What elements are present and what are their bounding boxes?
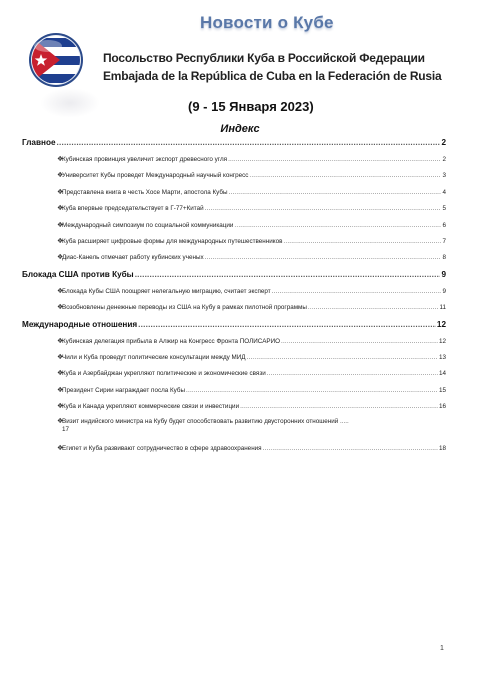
dot-leader [57,138,441,147]
toc-section-page: 9 [441,269,446,279]
dot-leader [205,205,442,212]
dot-leader [272,288,442,295]
dot-leader: ..... [338,418,349,426]
toc-section[interactable] [22,320,446,333]
toc-item-label: Президент Сирии награждает посла Кубы [62,386,186,394]
four-diamond-bullet-icon: ❖ [57,386,64,394]
toc-section-page: 12 [436,319,446,329]
four-diamond-bullet-icon: ❖ [57,172,64,180]
four-diamond-bullet-icon: ❖ [57,254,64,262]
toc-item-page: 3 [442,172,446,180]
dot-leader [138,320,436,329]
toc-item[interactable] [22,249,446,265]
dot-leader [249,172,441,179]
dot-leader [247,354,438,361]
four-diamond-bullet-icon: ❖ [57,418,64,426]
toc-item-page: 7 [442,237,446,245]
toc-item-page: 15 [438,386,446,394]
toc-item-label: Представлена книга в честь Хосе Марти, апостола Кубы [62,188,228,196]
toc-item-page: 14 [438,370,446,378]
four-diamond-bullet-icon: ❖ [57,304,64,312]
toc-item-label: Диас-Канель отмечает работу кубинских ученых [62,254,204,262]
toc-item-page: 17 [62,426,70,434]
toc-item-label: Куба и Канада укрепляют коммерческие связи и инвестиции [62,403,240,411]
four-diamond-bullet-icon: ❖ [57,370,64,378]
toc-section-title: Главное [22,138,56,147]
four-diamond-bullet-icon: ❖ [57,353,64,361]
toc-section-title: Блокада США против Кубы [22,269,134,279]
toc-item-label: Египет и Куба развивают сотрудничество в сфере здравоохранения [62,445,262,453]
toc-section[interactable] [22,138,446,151]
toc-item-label: Куба расширяет цифровые формы для международных путешественников [62,237,283,245]
toc-item-page: 12 [438,337,446,345]
toc-item[interactable] [22,184,446,200]
toc-item-label: Чили и Куба проведут политические консультации между МИД [62,353,246,361]
four-diamond-bullet-icon: ❖ [57,237,64,245]
dot-leader [263,445,438,452]
page-number: 1 [440,645,444,652]
toc-item[interactable] [22,217,446,233]
dot-leader [283,238,441,245]
toc-item-label: Куба впервые председательствует в Г-77+Китай [62,205,204,213]
toc-item-page: 13 [438,353,446,361]
toc-item-label: Возобновлены денежные переводы из США на Кубу в рамках пилотной программы [62,304,307,312]
dot-leader [228,156,441,163]
dot-leader [135,270,441,279]
logo-reflection [40,88,100,118]
four-diamond-bullet-icon: ❖ [57,188,64,196]
dot-leader [281,338,438,345]
index-title: Индекс [220,123,260,135]
toc-item-label: Кубинская делегация прибыла в Алжир на Конгресс Фронта ПОЛИСАРИО [62,337,281,345]
toc-item-page: 2 [442,156,446,163]
toc-item-page: 16 [438,403,446,411]
toc-item[interactable] [22,299,446,315]
toc-item[interactable] [22,233,446,249]
table-of-contents [22,138,446,457]
dot-leader [308,304,439,311]
toc-item-label: Кубинская провинция увеличит экспорт древесного угля [62,156,228,163]
toc-item[interactable] [22,283,446,299]
dot-leader [186,387,438,394]
toc-item-label: Куба и Азербайджан укрепляют политические и экономические связи [62,370,266,378]
toc-section-page: 2 [441,138,446,147]
toc-item-label: Блокада Кубы США поощряет нелегальную миграцию, считает эксперт [62,287,271,295]
toc-item[interactable] [22,365,446,381]
toc-item[interactable] [22,398,446,414]
dot-leader [267,370,438,377]
header [0,0,480,96]
toc-item-label: Визит индийского министра на Кубу будет способствовать развитию двусторонних отношений [62,418,339,426]
dot-leader [205,254,442,261]
toc-item-page: 8 [442,254,446,262]
dot-leader [229,189,442,196]
dot-leader [240,403,438,410]
date-range: (9 - 15 Января 2023) [188,99,314,114]
toc-item-page: 9 [442,287,446,295]
toc-item-label: Международный симпозиум по социальной коммуникации [62,221,234,229]
masthead-title: Новости о Кубе [200,13,334,32]
toc-item-page: 11 [439,304,446,312]
toc-item-label: Университет Кубы проведет Международный научный конгресс [62,172,249,180]
toc-section[interactable] [22,270,446,283]
four-diamond-bullet-icon: ❖ [57,403,64,411]
dot-leader [234,222,441,229]
four-diamond-bullet-icon: ❖ [57,156,64,163]
toc-item-page: 4 [442,188,446,196]
four-diamond-bullet-icon: ❖ [57,445,64,453]
cuban-flag-emblem-icon [28,32,84,88]
toc-section-title: Международные отношения [22,319,138,329]
toc-item[interactable] [22,349,446,365]
four-diamond-bullet-icon: ❖ [57,287,64,295]
toc-item[interactable] [22,333,446,349]
toc-item[interactable] [22,382,446,398]
four-diamond-bullet-icon: ❖ [57,221,64,229]
four-diamond-bullet-icon: ❖ [57,205,64,213]
toc-item-page: 5 [442,205,446,213]
toc-item[interactable] [22,414,446,440]
toc-item-page: 6 [442,221,446,229]
four-diamond-bullet-icon: ❖ [57,337,64,345]
toc-item-page: 18 [438,445,446,453]
embassy-name-spanish: Embajada de la República de Cuba en la Federación de Rusia [103,69,442,83]
toc-item[interactable] [22,151,446,167]
toc-item[interactable] [22,200,446,216]
embassy-name-russian: Посольство Республики Куба в Российской Федерации [103,51,425,65]
toc-item[interactable] [22,167,446,183]
toc-item[interactable] [22,440,446,456]
